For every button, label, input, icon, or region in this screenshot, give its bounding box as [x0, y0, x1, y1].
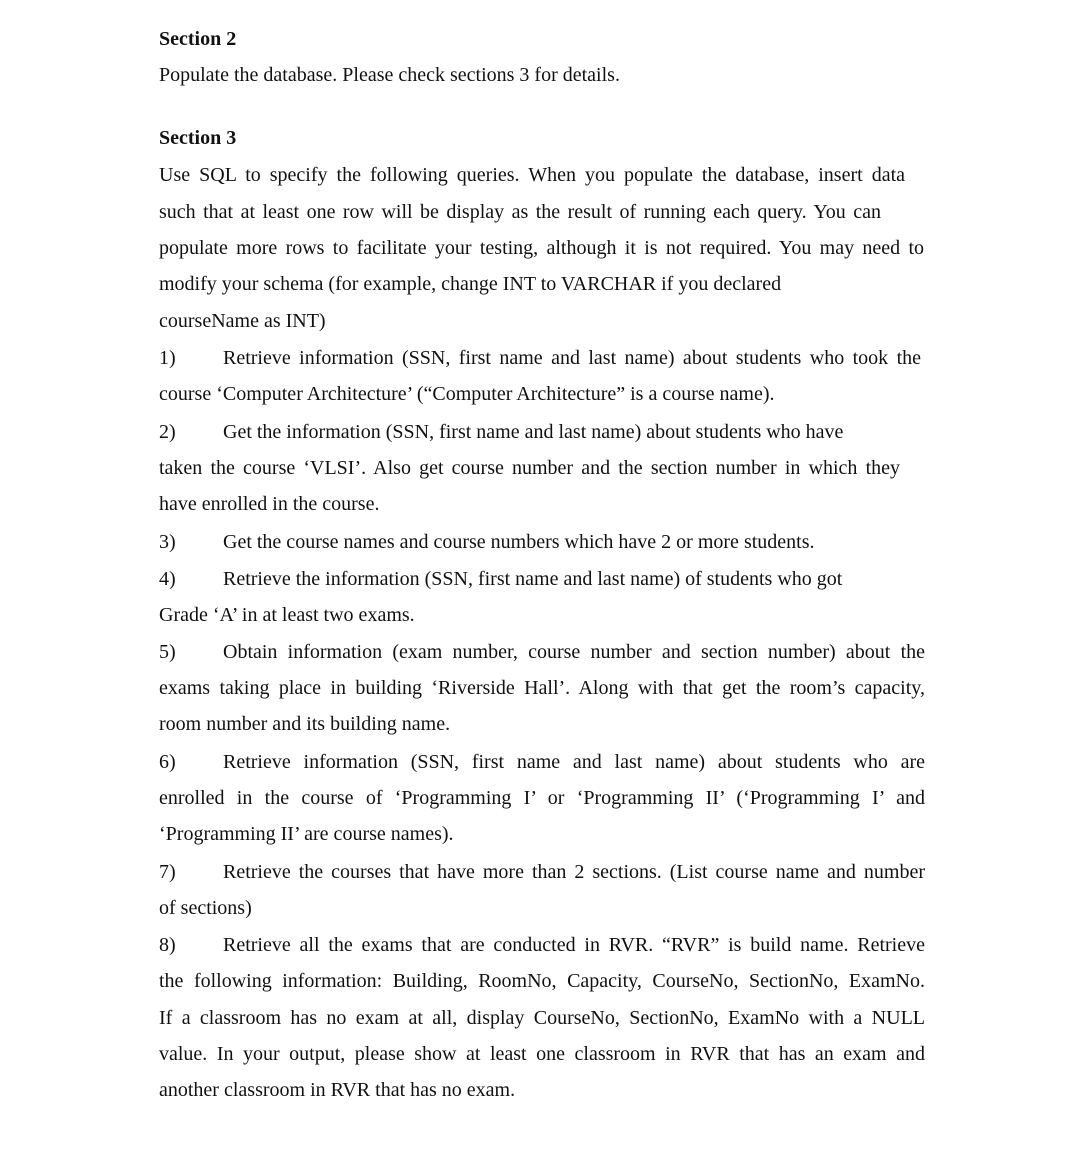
query-number: 1) — [159, 347, 176, 369]
section-3-intro-line: populate more rows to facilitate your testing, although it is not required. You may need to — [159, 237, 924, 259]
query-text-line: enrolled in the course of ‘Programming I’ or ‘Programming II’ (‘Programming I’ and — [159, 787, 925, 809]
query-text-line: ‘Programming II’ are course names). — [159, 823, 454, 845]
section-3-intro-line: Use SQL to specify the following queries. When you populate the database, insert data — [159, 164, 905, 186]
section-3-intro-line: modify your schema (for example, change INT to VARCHAR if you declared — [159, 273, 782, 295]
query-number: 7) — [159, 861, 176, 883]
query-text-line: Obtain information (exam number, course number and section number) about the — [223, 641, 925, 663]
query-text-line: Retrieve the information (SSN, first name and last name) of students who got — [223, 568, 843, 590]
query-number: 6) — [159, 751, 176, 773]
section-3-intro-line: such that at least one row will be display as the result of running each query. You can — [159, 201, 881, 223]
query-text-line: Grade ‘A’ in at least two exams. — [159, 604, 415, 626]
section-2-heading: Section 2 — [159, 28, 237, 50]
query-text-line: Retrieve information (SSN, first name and last name) about students who took the — [223, 347, 921, 369]
section-2-text: Populate the database. Please check sections 3 for details. — [159, 64, 620, 86]
query-number: 5) — [159, 641, 176, 663]
query-number: 2) — [159, 421, 176, 443]
query-text-line: Get the course names and course numbers which have 2 or more students. — [223, 531, 815, 553]
query-text-line: Retrieve all the exams that are conducted in RVR. “RVR” is build name. Retrieve — [223, 934, 925, 956]
query-number: 3) — [159, 531, 176, 553]
query-text-line: exams taking place in building ‘Riverside Hall’. Along with that get the room’s capacity, — [159, 677, 925, 699]
query-text-line: If a classroom has no exam at all, display CourseNo, SectionNo, ExamNo with a NULL — [159, 1007, 925, 1029]
query-number: 8) — [159, 934, 176, 956]
query-text-line: the following information: Building, RoomNo, Capacity, CourseNo, SectionNo, ExamNo. — [159, 970, 925, 992]
query-text-line: have enrolled in the course. — [159, 493, 380, 515]
query-text-line: of sections) — [159, 897, 252, 919]
section-3-heading: Section 3 — [159, 127, 237, 149]
query-text-line: taken the course ‘VLSI’. Also get course number and the section number in which they — [159, 457, 900, 479]
query-text-line: Get the information (SSN, first name and last name) about students who have — [223, 421, 844, 443]
query-text-line: another classroom in RVR that has no exam. — [159, 1079, 516, 1101]
query-text-line: value. In your output, please show at least one classroom in RVR that has an exam and — [159, 1043, 925, 1065]
query-text-line: Retrieve information (SSN, first name and last name) about students who are — [223, 751, 925, 773]
query-text-line: room number and its building name. — [159, 713, 451, 735]
section-3-intro-line: courseName as INT) — [159, 310, 326, 332]
query-text-line: course ‘Computer Architecture’ (“Computer Architecture” is a course name). — [159, 383, 775, 405]
query-text-line: Retrieve the courses that have more than 2 sections. (List course name and number — [223, 861, 925, 883]
query-number: 4) — [159, 568, 176, 590]
